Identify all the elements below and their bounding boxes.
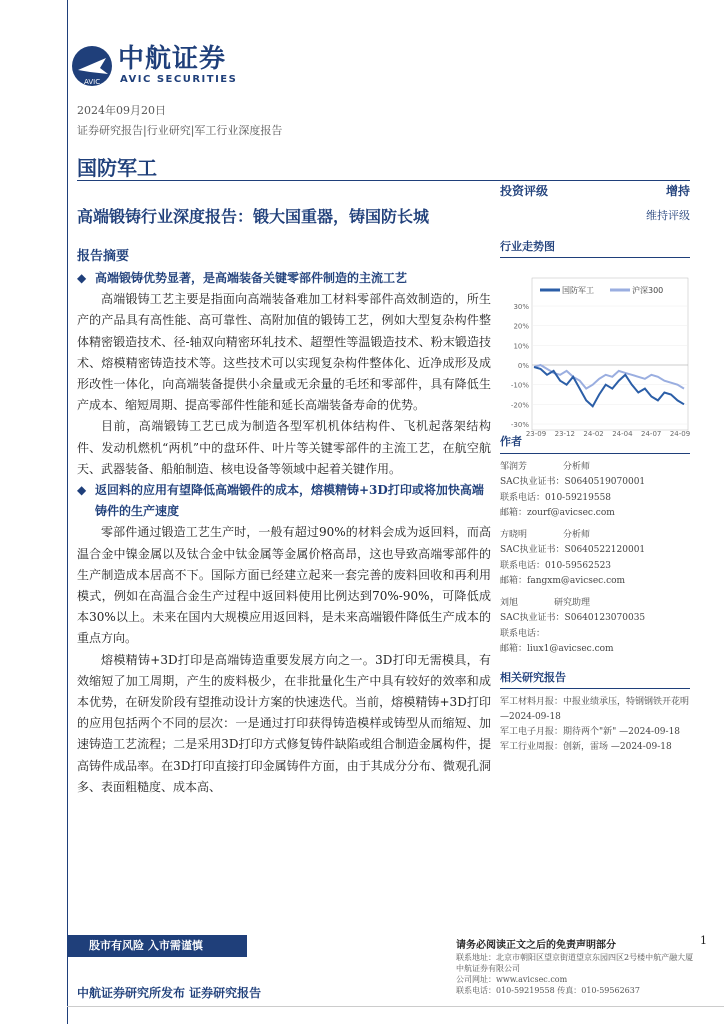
- report-body: [77, 268, 491, 798]
- author-phone: 联系电话：: [500, 628, 546, 639]
- author-title: 分析师: [563, 529, 591, 540]
- related-item[interactable]: 军工材料月报：中报业绩承压，特钢钢铁开花明 —2024-09-18: [500, 697, 690, 722]
- footer-phone: 联系电话：010-59219558 传真：010-59562637: [456, 986, 640, 995]
- author-cert: SAC执业证书：S0640522120001: [500, 545, 646, 555]
- y-tick-label: -10%: [510, 381, 529, 390]
- y-tick-label: -20%: [510, 401, 529, 410]
- svg-text:AVIC: AVIC: [84, 78, 101, 86]
- legend-label-a: 国防军工: [562, 286, 594, 295]
- breadcrumb: 证券研究报告|行业研究|军工行业深度报告: [77, 124, 283, 137]
- legend-label-b: 沪深300: [632, 286, 664, 295]
- trend-chart-panel: [500, 238, 690, 444]
- bullet-heading: ◆ 返回料的应用有望降低高端锻件的成本，熔模精铸+3D打印或将加快高端铸件的生产速度: [77, 480, 491, 522]
- footer-website[interactable]: 公司网址：www.avicsec.com: [456, 975, 568, 984]
- x-tick-label: 23-09: [525, 430, 547, 438]
- plot-area: [532, 278, 688, 430]
- author-email[interactable]: 邮箱：liux1@avicsec.com: [500, 644, 614, 654]
- author-phone: 联系电话：010-59562523: [500, 560, 612, 571]
- footer-org: 中航证券研究所发布 证券研究报告: [77, 986, 262, 1000]
- report-title: 高端锻铸行业深度报告：锻大国重器，铸国防长城: [77, 207, 430, 226]
- footer-divider: [67, 1006, 724, 1007]
- related-item[interactable]: 军工电子月报：期待两个"新" —2024-09-18: [500, 727, 681, 737]
- trend-chart: [500, 258, 690, 440]
- sector-title: 国防军工: [77, 156, 157, 180]
- author-phone: 联系电话：010-59219558: [500, 492, 612, 503]
- authors-heading: 作者: [500, 434, 690, 454]
- trend-heading: 行业走势图: [500, 238, 690, 258]
- author-name: 邹润芳: [500, 461, 528, 472]
- x-tick-label: 24-09: [669, 430, 690, 438]
- y-tick-label: 20%: [513, 322, 529, 331]
- bullet-heading: ◆ 高端锻铸优势显著，是高端装备关键零部件制造的主流工艺: [77, 268, 491, 289]
- logo-cn-text: 中航证券: [118, 44, 227, 74]
- rating-sub: 维持评级: [646, 209, 690, 222]
- logo-en-text: AVIC SECURITIES: [120, 74, 238, 85]
- company-logo: [70, 44, 240, 90]
- author-title: 分析师: [563, 461, 591, 472]
- x-tick-label: 24-07: [641, 430, 662, 438]
- author-title: 研究助理: [554, 597, 591, 608]
- report-date: 2024年09月20日: [77, 104, 166, 117]
- page-number: 1: [700, 934, 707, 947]
- risk-banner: 股市有风险 入市需谨慎: [67, 935, 247, 957]
- authors-panel: [500, 434, 690, 658]
- author-block: [500, 528, 690, 590]
- summary-heading: 报告摘要: [77, 249, 130, 264]
- related-item[interactable]: 军工行业周报：创新，雷场 —2024-09-18: [500, 742, 672, 752]
- related-reports: [500, 670, 690, 755]
- author-cert: SAC执业证书：S0640519070001: [500, 477, 646, 487]
- rating-value: 增持: [665, 184, 690, 198]
- y-tick-label: 0%: [517, 362, 529, 370]
- avic-logo-icon: [70, 44, 114, 88]
- left-vertical-rule: [67, 0, 68, 1024]
- y-tick-label: 30%: [513, 303, 529, 311]
- footer-address-line: 联系地址：北京市朝阳区望京街道望京东园四区2号楼中航产融大厦中航证券有限公司: [456, 953, 694, 973]
- author-name: 方晓明: [500, 529, 528, 540]
- x-tick-label: 24-04: [612, 430, 633, 438]
- related-heading: 相关研究报告: [500, 670, 690, 689]
- author-email[interactable]: 邮箱：zourf@avicsec.com: [500, 508, 615, 518]
- body-paragraph: 零部件通过锻造工艺生产时，一般有超过90%的材料会成为返回料，而高温合金中镍金属以及钛合金中钛金属等金属价格高昂，这也导致高端零部件的生产制造成本居高不下。国际方面已经建立起来一套完善的废料回收和再利用模式，例如在高温合金生产过程中返回料使用比例达到70%-90%，可降低成本30%以上。未来在国内大规模应用返回料，是未来高端锻件降低生产成本的重点方向。: [77, 525, 491, 646]
- x-tick-label: 23-12: [554, 430, 575, 438]
- body-paragraph: 高端锻铸工艺主要是指面向高端装备难加工材料零部件高效制造的，所生产的产品具有高性能、高可靠性、高附加值的锻铸工艺，例如大型复杂构件整体精密锻造技术、径-轴双向精密环轧技术、超塑性等温锻造技术、粉末锻造技术、熔模精密铸造技术等。这些技术可以实现复杂构件整体化、近净成形及成形改性一体化，向高端装备提供小余量或无余量的毛坯和零部件，具有降低生产成本、缩短周期、提高零部件性能和延长高端装备寿命的优势。: [77, 292, 491, 413]
- y-tick-label: -30%: [510, 421, 529, 429]
- author-block: [500, 460, 690, 522]
- author-name: 刘旭: [500, 597, 519, 608]
- footer-address: [456, 952, 696, 996]
- author-block: [500, 596, 690, 658]
- body-paragraph: 熔模精铸+3D打印是高端铸造重要发展方向之一。3D打印无需模具，有效缩短了加工周期，产生的废料极少，在非批量化生产中具有较好的效率和成本优势，在研发阶段有望推动设计方案的快速迭代。当前，熔模精铸+3D打印的应用包括两个不同的层次：一是通过打印获得铸造模样或铸型从而缩短、加速铸造工艺流程；二是采用3D打印方式修复铸件缺陷或组合制造金属构件，提高铸件成品率。在3D打印直接打印金属铸件方面，由于其成分分布、微观孔洞多、表面粗糙度、成本高、: [77, 652, 491, 794]
- disclaimer-note: 请务必阅读正文之后的免责声明部分: [456, 940, 616, 951]
- y-tick-label: 10%: [513, 342, 529, 351]
- body-paragraph: 目前，高端锻铸工艺已成为制造各型军机机体结构件、飞机起落架结构件、发动机燃机“两机”中的盘环件、叶片等关键零部件的主流工艺，在航空航天、武器装备、船舶制造、核电设备等领域中起着关键作用。: [77, 419, 491, 476]
- x-tick-label: 24-02: [583, 430, 604, 438]
- author-cert: SAC执业证书：S0640123070035: [500, 613, 646, 623]
- rating-panel: [500, 180, 690, 223]
- author-email[interactable]: 邮箱：fangxm@avicsec.com: [500, 576, 626, 586]
- rating-label: 投资评级: [500, 184, 549, 198]
